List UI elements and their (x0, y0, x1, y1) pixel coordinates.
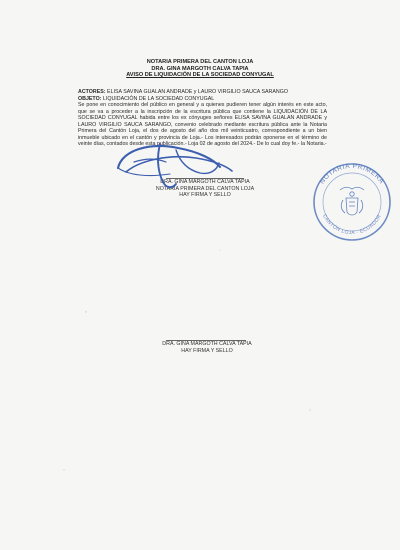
signer-name-top: DRA. GINA MARGOTH CALVA TAPIA (160, 179, 250, 185)
stamp-top-text: NOTARIA PRIMERA (318, 162, 386, 186)
actores-label: ACTORES: (78, 89, 106, 95)
actores-value: ELISA SAVINA GUALAN ANDRADE y LAURO VIRGILIO SAUCA SARANGO (105, 89, 288, 95)
objeto-value: LIQUIDACIÓN DE LA SOCIEDAD CONYUGAL (101, 95, 215, 102)
objeto-label: OBJETO: (78, 95, 102, 102)
notice-paragraph: Se pone en conocimiento del público en general y a quienes pudieren tener algún interés en este acto, que se va a proceder a la inscripción de la escritura pública que contiene la LIQUIDACIÓN DE LA SOCIEDAD CONYUGAL habida entre los ex cónyuges señores ELISA SAVINA GUALAN ANDRADE y LAURO VIRGILIO SAUCA SARANGO, convenio celebrado mediante escritura pública ante la Notaria Primera del Cantón Loja, el dos de agosto del año dos mil veinticuatro, correspondiente a un bien inmueble ubicado en el cantón y provincia de Loja.- Los interesados podrán oponerse en el término de veinte días, contados desde esta publicación.- Loja 02 de agosto del 2024.- De lo cual doy fe.- la Notaria.- (78, 102, 327, 147)
notary-name-title: DRA. GINA MARGOTH CALVA TAPIA (151, 65, 249, 72)
scan-specks (63, 250, 310, 471)
notice-title: AVISO DE LIQUIDACIÓN DE LA SOCIEDAD CONYUGAL (126, 72, 274, 79)
signature-note-top: HAY FIRMA Y SELLO (179, 192, 231, 199)
svg-text:NOTARIA PRIMERA (319, 163, 385, 185)
signer-title-top: NOTARIA PRIMERA DEL CANTON LOJA (155, 185, 255, 192)
handwritten-signature (118, 144, 232, 187)
stamp-bottom-text: CANTÓN LOJA · ECUADOR (321, 213, 383, 237)
signature-note-bottom: HAY FIRMA Y SELLO (181, 347, 233, 354)
notary-office-title: NOTARIA PRIMERA DEL CANTON LOJA (146, 59, 254, 65)
signer-name-bottom: DRA. GINA MARGOTH CALVA TAPIA (162, 341, 252, 347)
notary-stamp (314, 163, 390, 240)
coat-of-arms-icon (340, 187, 364, 215)
